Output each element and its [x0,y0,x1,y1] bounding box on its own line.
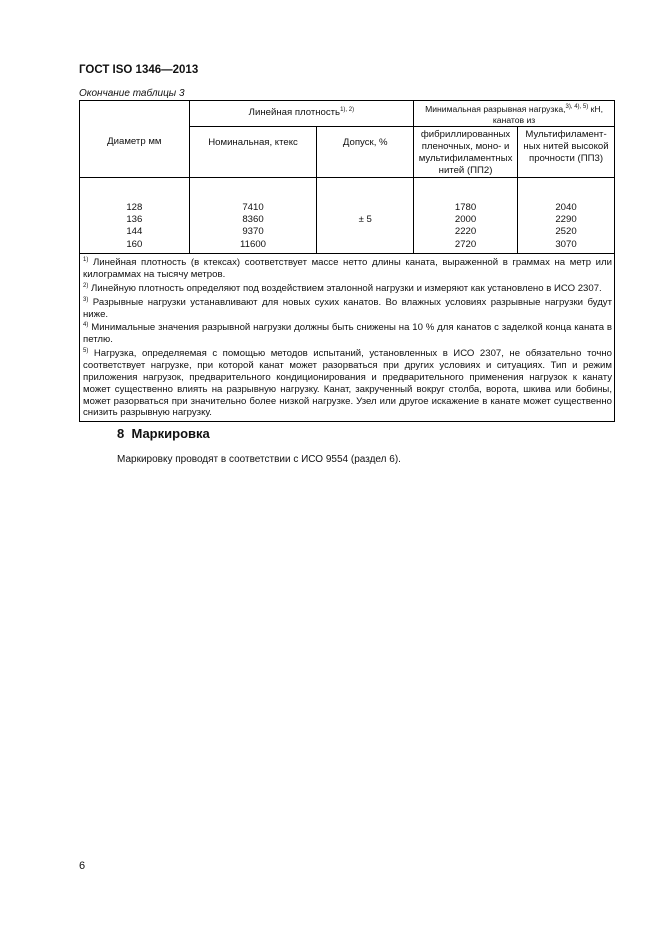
footnote [83,281,612,295]
header-diameter-label: Диаметр мм [107,135,162,147]
header-tolerance: Допуск, % [317,127,414,178]
cell-diameter: 128 [126,201,143,213]
specification-table [79,100,615,422]
footnote-text: Линейная плотность (в ктексах) соответствует массе нетто длины каната, выраженной в граммах на метр или килограммах на тысячу метров. [83,257,612,280]
column-pp2 [414,177,518,253]
cell-pp2: 2720 [454,238,477,250]
footnote [83,255,612,281]
header-diameter [80,101,190,178]
footnote [83,346,612,419]
cell-pp2: 2220 [454,226,477,238]
footnote-text: Минимальные значения разрывной нагрузки должны быть снижены на 10 % для канатов с заделкой конца каната в петлю. [83,322,612,346]
header-pp2: фибриллированных пленочных, моно- и мультифиламентных нитей (ПП2) [414,127,518,178]
table-footnotes [80,253,615,421]
column-pp3 [518,177,615,253]
header-linear-density-label: Линейная плотность [248,107,341,119]
section-heading [117,426,210,441]
column-nominal [189,177,317,253]
cell-diameter: 136 [126,214,143,226]
header-pp3: Мультифиламент-ных нитей высокой прочности (ПП3) [518,127,615,178]
section-body: Маркировку проводят в соответствии с ИСО 9554 (раздел 6). [117,454,401,465]
cell-nominal: 7410 [242,201,264,213]
footnote-mark: 1) [83,256,89,263]
cell-diameter: 160 [126,238,143,250]
cell-tolerance: ± 5 [317,177,414,253]
cell-pp2: 1780 [454,201,477,213]
header-min-breaking-load [414,101,615,127]
header-linear-density [189,101,413,127]
footnote-text: Нагрузка, определяемая с помощью методов испытаний, установленных в ИСО 2307, не обязательно точно соответствует нагрузке, при которой канат может разорваться при других условиях и ситуациях. Тип и режим приложения нагрузок, предварительного кондиционирования и предварительного применения нагрузок к канату может существенно влиять на разрывную нагрузку. Канат, закрученный вокруг столба, ворота, шкива или бобины, может разорваться при значительно более низкой нагрузке. Узел или другое искажение в канате может существенно снизить разрывную нагрузку. [83,348,612,419]
cell-nominal: 9370 [242,226,264,238]
footnote-ref: 1), 2) [340,107,355,114]
section-number: 8 [117,426,125,441]
cell-nominal: 11600 [240,238,266,250]
cell-pp3: 2520 [555,226,577,238]
table-caption: Окончание таблицы 3 [79,88,185,99]
cell-nominal: 8360 [242,214,264,226]
cell-pp3: 2290 [555,214,577,226]
cell-pp3: 3070 [555,238,577,250]
footnote-mark: 5) [83,348,89,355]
column-diameter [80,177,190,253]
cell-pp2: 2000 [454,214,477,226]
cell-diameter: 144 [126,226,143,238]
page-number: 6 [79,860,86,872]
footnote [83,295,612,321]
footnote-mark: 4) [83,322,89,329]
footnote [83,320,612,346]
header-min-breaking-load-label: Минимальная разрывная нагрузка, [425,104,566,114]
footnote-text: Разрывные нагрузки устанавливают для новых сухих канатов. Во влажных условиях разрывные нагрузки будут ниже. [83,296,612,320]
header-nominal: Номинальная, ктекс [189,127,317,178]
header-min-breaking-load-tail: кН, канатов из [492,104,603,125]
footnote-ref: 3), 4), 5) [565,104,589,111]
footnote-mark: 3) [83,296,89,303]
footnote-mark: 2) [83,282,89,289]
section-title: Маркировка [131,426,210,441]
footnote-text: Линейную плотность определяют под воздействием эталонной нагрузки и измеряют как установлено в ИСО 2307. [91,282,602,294]
cell-pp3: 2040 [555,201,577,213]
document-header: ГОСТ ISO 1346—2013 [79,64,199,76]
